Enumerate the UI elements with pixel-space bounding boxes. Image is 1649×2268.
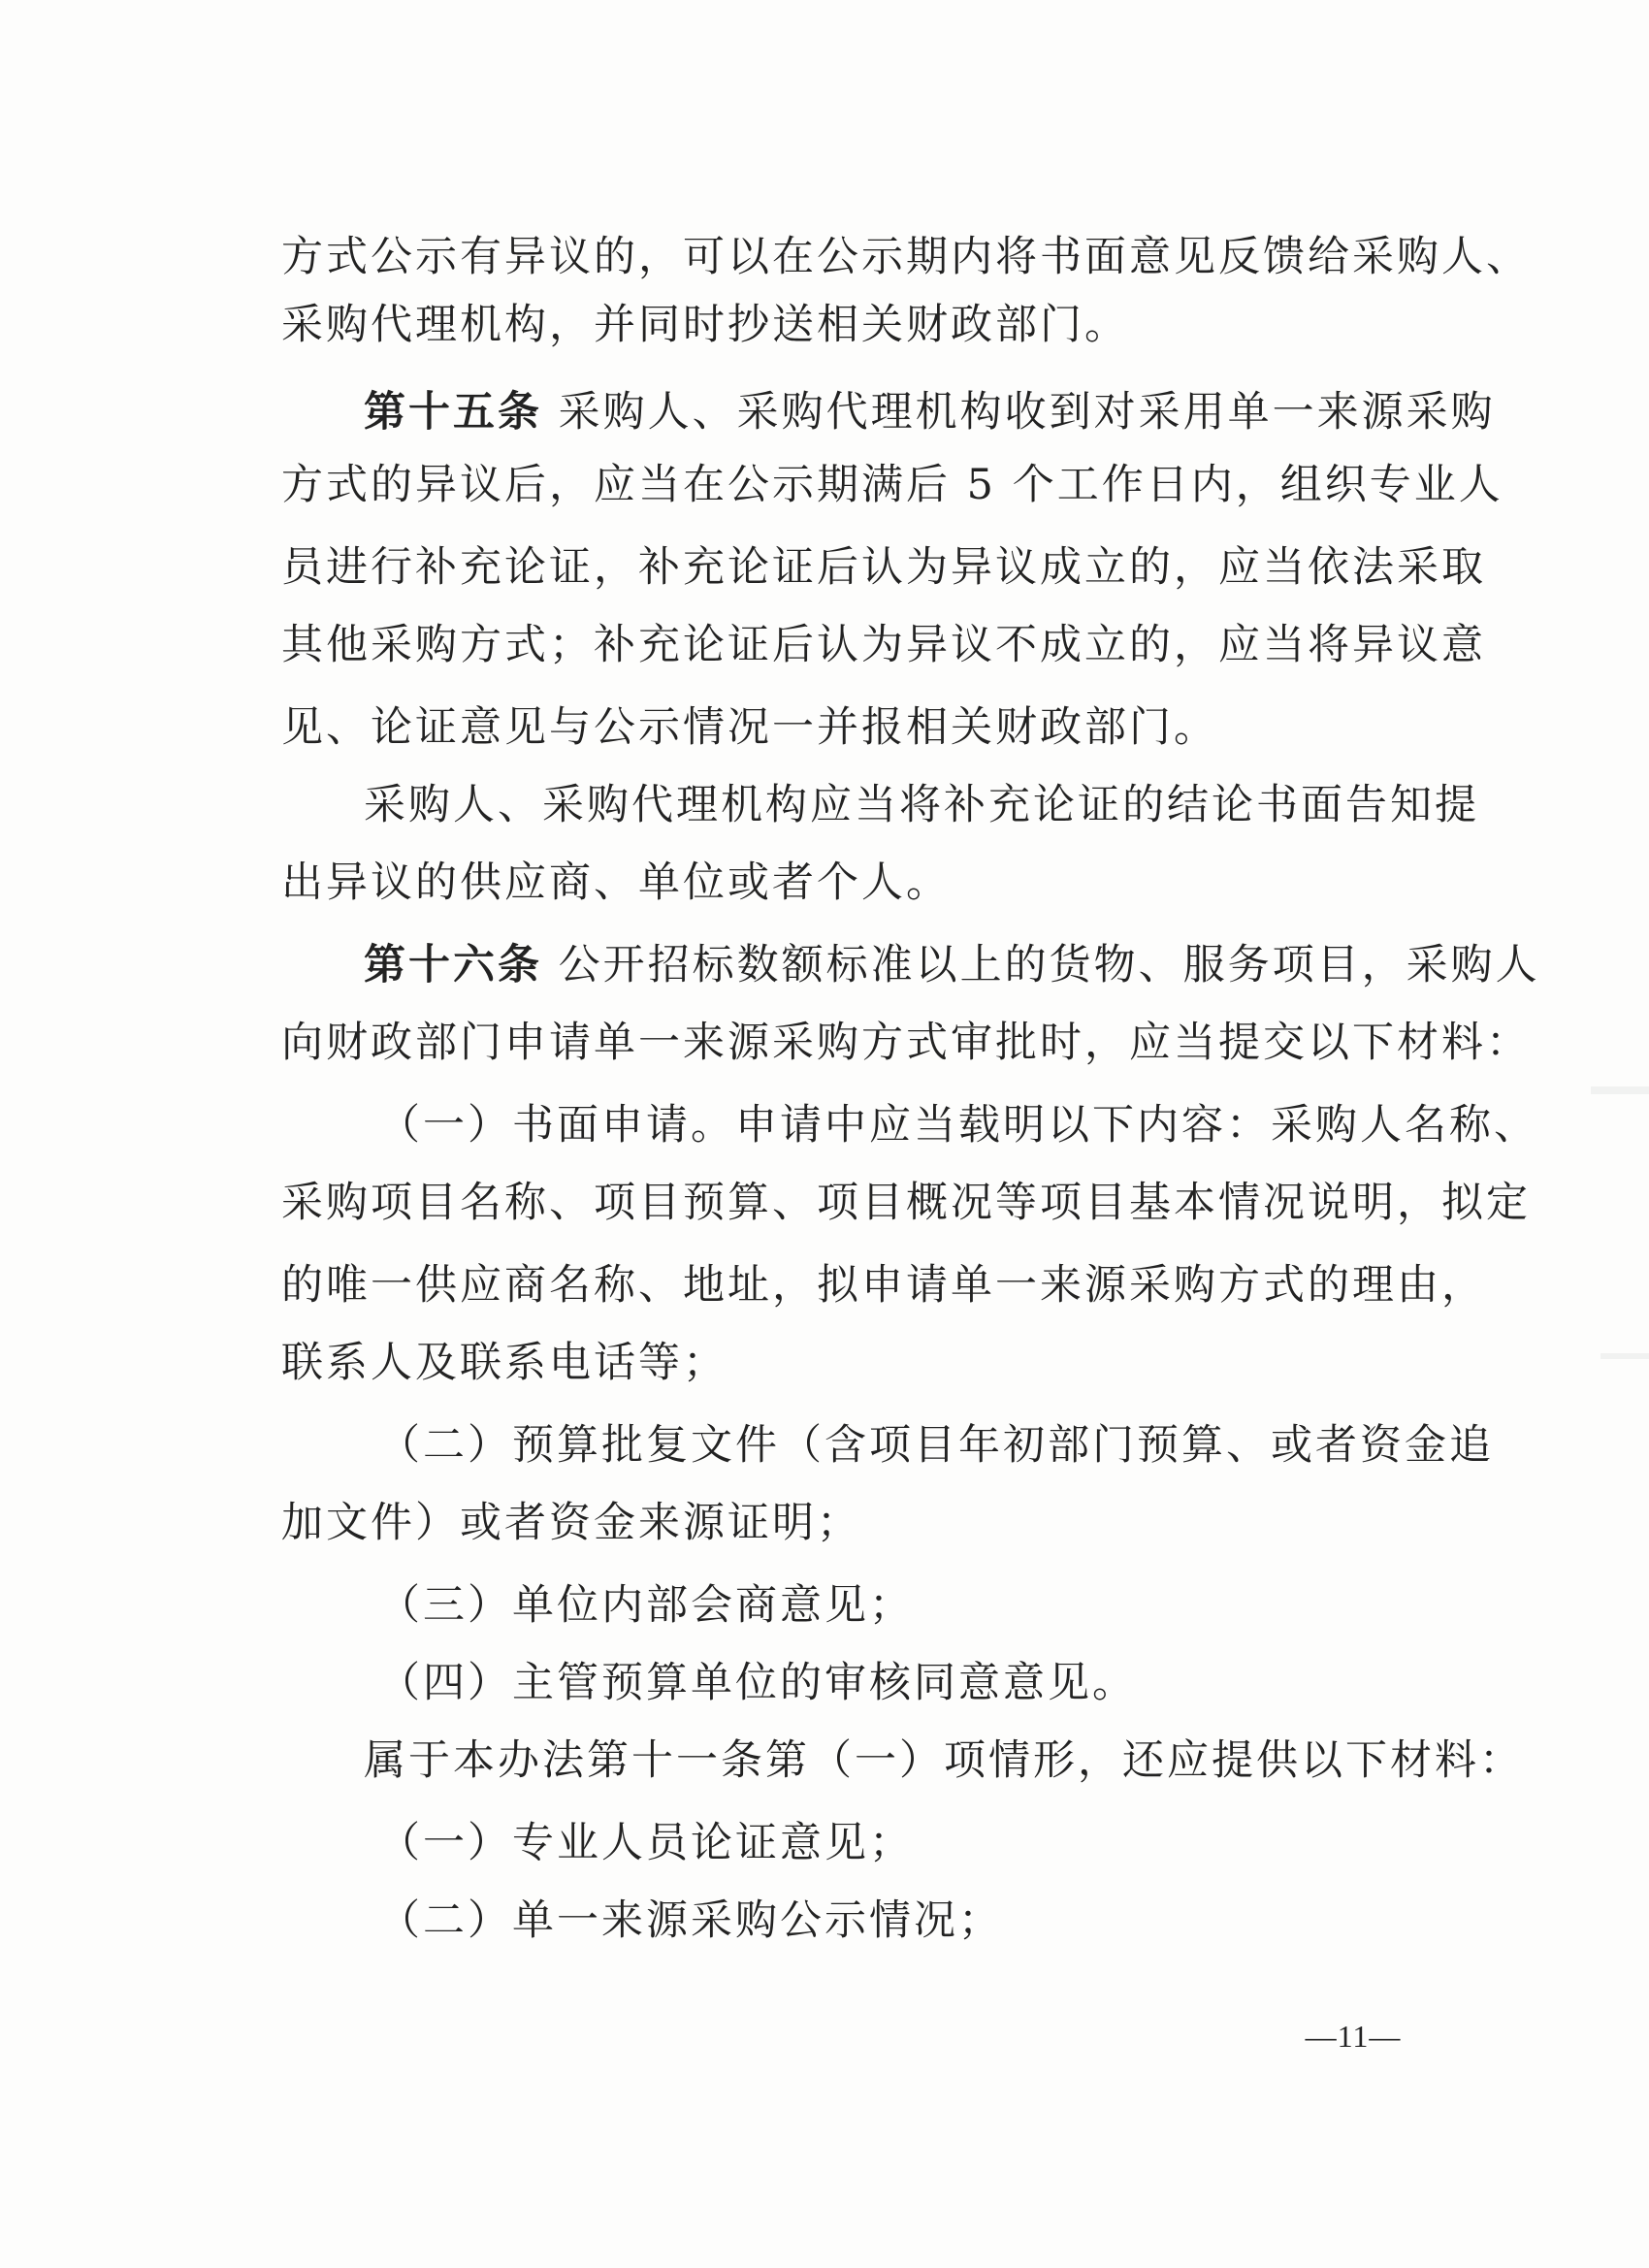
list-item: （一）专业人员论证意见； <box>378 1819 914 1867</box>
scan-artifact <box>1600 1353 1649 1359</box>
text-line: 属于本办法第十一条第（一）项情形，还应提供以下材料： <box>364 1736 1524 1785</box>
text-line: 见、论证意见与公示情况一并报相关财政部门。 <box>281 703 1218 752</box>
scan-artifact <box>1591 1086 1649 1094</box>
text-line: 加文件）或者资金来源证明； <box>281 1499 861 1547</box>
text-line: 联系人及联系电话等； <box>281 1339 728 1387</box>
article-heading: 第十六条 <box>364 941 542 989</box>
text-line: 其他采购方式；补充论证后认为异议不成立的，应当将异议意 <box>281 621 1486 669</box>
text-line: 采购项目名称、项目预算、项目概况等项目基本情况说明，拟定 <box>281 1179 1531 1227</box>
article-heading: 第十五条 <box>364 388 542 437</box>
text-line: 出异议的供应商、单位或者个人。 <box>281 859 951 907</box>
text-line: 员进行补充论证，补充论证后认为异议成立的，应当依法采取 <box>281 543 1486 592</box>
text-line: 采购人、采购代理机构应当将补充论证的结论书面告知提 <box>364 781 1479 829</box>
list-item: （一）书面申请。申请中应当载明以下内容：采购人名称、 <box>378 1101 1538 1150</box>
text-line: 方式公示有异议的，可以在公示期内将书面意见反馈给采购人、 <box>281 233 1531 281</box>
text-line: 向财政部门申请单一来源采购方式审批时，应当提交以下材料： <box>281 1019 1531 1067</box>
text-line: 方式的异议后，应当在公示期满后 5 个工作日内，组织专业人 <box>281 461 1504 509</box>
list-item: （三）单位内部会商意见； <box>378 1581 914 1630</box>
list-item: （四）主管预算单位的审核同意意见。 <box>378 1659 1137 1707</box>
list-item: （二）单一来源采购公示情况； <box>378 1896 1003 1945</box>
article-15-line: 第十五条 采购人、采购代理机构收到对采用单一来源采购 <box>364 388 1496 437</box>
page-number: —11— <box>1305 2019 1402 2054</box>
list-item: （二）预算批复文件（含项目年初部门预算、或者资金追 <box>378 1421 1494 1470</box>
text-line: 采购代理机构，并同时抄送相关财政部门。 <box>281 301 1129 349</box>
text-line: 的唯一供应商名称、地址，拟申请单一来源采购方式的理由， <box>281 1261 1486 1310</box>
article-16-line: 第十六条 公开招标数额标准以上的货物、服务项目，采购人 <box>364 941 1540 989</box>
